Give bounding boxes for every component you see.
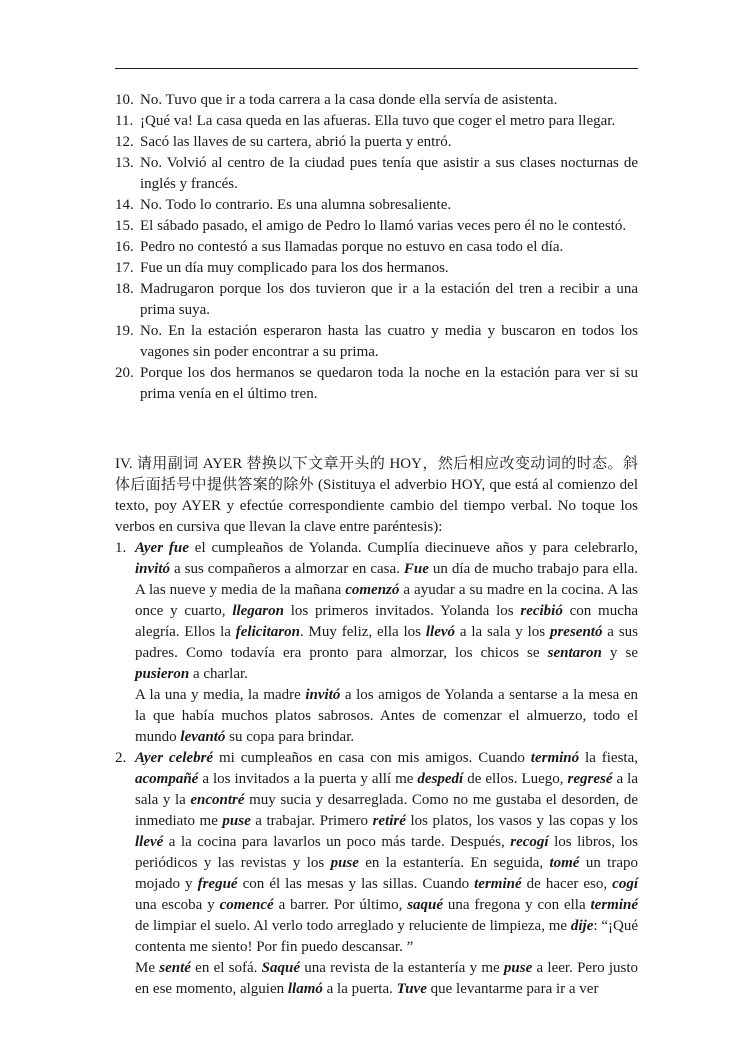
item-number: 11. (115, 113, 134, 129)
text-run: una fregona y con ella (443, 897, 591, 913)
text-run: a charlar. (189, 666, 248, 682)
verb-highlight: despedí (417, 771, 464, 787)
text-run: a la cocina para lavarlos un poco más tarde. Después, (163, 834, 511, 850)
verb-highlight: llevé (135, 834, 164, 850)
verb-highlight: encontré (190, 792, 245, 808)
item-number: 20. (115, 365, 134, 381)
item-number: 19. (115, 323, 134, 339)
item-text: Sacó las llaves de su cartera, abrió la puerta y entró. (140, 134, 452, 150)
item-text: No. Volvió al centro de la ciudad pues tenía que asistir a sus clases nocturnas de inglés y francés. (140, 155, 638, 192)
section-heading (115, 454, 638, 538)
text-run: a sus padres. Como todavía era pronto para almorzar, los chicos se (135, 624, 638, 661)
exercise-item (115, 538, 638, 748)
item-text: Fue un día muy complicado para los dos hermanos. (140, 260, 449, 276)
item-number: 13. (115, 155, 134, 171)
verb-highlight: puse (503, 960, 533, 976)
verb-highlight: pusieron (135, 666, 190, 682)
text-run: una revista de la estantería y me (300, 960, 504, 976)
top-rule (115, 68, 638, 69)
list-item (115, 237, 638, 258)
item-number: 10. (115, 92, 134, 108)
text-run: mi cumpleaños en casa con mis amigos. Cuando (213, 750, 531, 766)
verb-highlight: sentaron (547, 645, 602, 661)
item-text: Madrugaron porque los dos tuvieron que ir a la estación del tren a recibir a una prima suya. (140, 281, 638, 318)
item-text: Porque los dos hermanos se quedaron toda la noche en la estación para ver si su prima venía en el último tren. (140, 365, 638, 402)
text-run: la fiesta, (579, 750, 638, 766)
item-text: El sábado pasado, el amigo de Pedro lo llamó varias veces pero él no le contestó. (140, 218, 627, 234)
verb-highlight: Saqué (261, 960, 300, 976)
text-run: los libros, los periódicos y las revistas y los (135, 834, 638, 871)
text-run: un día de mucho trabajo para ella. A las nueve y media de la mañana (135, 561, 638, 598)
exercise-paragraph (135, 685, 638, 748)
text-run: a ayudar a su madre en la cocina. A las once y cuarto, (135, 582, 638, 619)
verb-highlight: llegaron (232, 603, 284, 619)
verb-highlight: recibió (520, 603, 563, 619)
list-item (115, 279, 638, 321)
verb-highlight: retiré (372, 813, 406, 829)
verb-highlight: Ayer celebré (135, 750, 214, 766)
verb-highlight: tomé (549, 855, 580, 871)
answer-list (115, 90, 638, 405)
instruction-chinese: 请用副词 AYER 替换以下文章开头的 HOY，然后相应改变动词的时态。斜体后面括号中提供答案的除外 (115, 456, 638, 493)
verb-highlight: dije (570, 918, 594, 934)
exercise-paragraph (135, 748, 638, 958)
list-item (115, 258, 638, 279)
verb-highlight: comenzó (345, 582, 400, 598)
text-run: de ellos. Luego, (463, 771, 568, 787)
exercise-list (115, 538, 638, 1000)
verb-highlight: Tuve (396, 981, 427, 997)
item-number: 14. (115, 197, 134, 213)
verb-highlight: Fue (403, 561, 429, 577)
verb-highlight: levantó (180, 729, 226, 745)
verb-highlight: comencé (219, 897, 274, 913)
list-item (115, 90, 638, 111)
verb-highlight: fregué (197, 876, 238, 892)
verb-highlight: acompañé (135, 771, 199, 787)
text-run: a los invitados a la puerta y allí me (198, 771, 418, 787)
exercise-item (115, 748, 638, 1000)
text-run: su copa para brindar. (225, 729, 355, 745)
list-item (115, 111, 638, 132)
text-run: A la una y media, la madre (135, 687, 306, 703)
text-run: un trapo mojado y (135, 855, 638, 892)
text-run: a barrer. Por último, (273, 897, 408, 913)
verb-highlight: llamó (287, 981, 323, 997)
text-run: a sus compañeros a almorzar en casa. (170, 561, 404, 577)
verb-highlight: saqué (407, 897, 444, 913)
text-run: en la estantería. En seguida, (358, 855, 550, 871)
verb-highlight: terminó (530, 750, 580, 766)
text-run: los primeros invitados. Yolanda los (284, 603, 521, 619)
item-number: 17. (115, 260, 134, 276)
exercise-number: 2. (115, 750, 127, 766)
text-run: con él las mesas y las sillas. Cuando (237, 876, 475, 892)
list-item (115, 216, 638, 237)
verb-highlight: llevó (425, 624, 456, 640)
item-number: 16. (115, 239, 134, 255)
text-run: los platos, los vasos y las copas y los (405, 813, 638, 829)
text-run: de hacer eso, (521, 876, 613, 892)
list-item (115, 321, 638, 363)
list-item (115, 132, 638, 153)
text-run: a la sala y los (455, 624, 550, 640)
text-run: y se (601, 645, 638, 661)
list-item (115, 153, 638, 195)
item-number: 15. (115, 218, 134, 234)
verb-highlight: Ayer fue (135, 540, 189, 556)
verb-highlight: terminé (474, 876, 522, 892)
text-run: con mucha alegría. Ellos la (135, 603, 639, 640)
text-run: muy sucia y desarreglada. Como no me gustaba el desorden, de inmediato me (135, 792, 638, 829)
text-run: el cumpleaños de Yolanda. Cumplía diecinueve años y para celebrarlo, (188, 540, 638, 556)
text-run: a la sala y la (135, 771, 639, 808)
item-text: No. Tuvo que ir a toda carrera a la casa donde ella servía de asistenta. (140, 92, 558, 108)
text-run: Me (135, 960, 160, 976)
text-run: a trabajar. Primero (250, 813, 373, 829)
text-run: a leer. Pero justo en ese momento, alguien (135, 960, 638, 997)
text-run: en el sofá. (190, 960, 262, 976)
list-item (115, 195, 638, 216)
list-item (115, 363, 638, 405)
item-text: ¡Qué va! La casa queda en las afueras. Ella tuvo que coger el metro para llegar. (140, 113, 616, 129)
verb-highlight: felicitaron (235, 624, 300, 640)
verb-highlight: regresé (567, 771, 613, 787)
text-run: que levantarme para ir a ver (426, 981, 599, 997)
exercise-paragraph (135, 958, 638, 1000)
verb-highlight: puse (222, 813, 251, 829)
verb-highlight: invitó (135, 561, 171, 577)
instruction-spanish: (Sistituya el adverbio HOY, que está al comienzo del texto, poy AYER y efectúe correspondiente cambio del tiempo verbal. No toque los verbos en cursiva que llevan la clave entre paréntesis): (115, 477, 638, 535)
item-number: 12. (115, 134, 134, 150)
item-text: Pedro no contestó a sus llamadas porque no estuvo en casa todo el día. (140, 239, 564, 255)
verb-highlight: cogí (612, 876, 638, 892)
verb-highlight: recogí (510, 834, 549, 850)
verb-highlight: puse (330, 855, 359, 871)
exercise-section-iv (115, 454, 638, 1000)
text-run: de limpiar el suelo. Al verlo todo arreglado y reluciente de limpieza, me (135, 918, 571, 934)
verb-highlight: invitó (305, 687, 341, 703)
section-label: IV. (115, 456, 133, 472)
item-number: 18. (115, 281, 134, 297)
verb-highlight: presentó (549, 624, 603, 640)
item-text: No. En la estación esperaron hasta las cuatro y media y buscaron en todos los vagones sin poder encontrar a su prima. (140, 323, 638, 360)
text-run: : “¡Qué contenta me siento! Por fin puedo descansar. ” (135, 918, 638, 955)
text-run: una escoba y (135, 897, 220, 913)
exercise-number: 1. (115, 540, 127, 556)
text-run: a la puerta. (322, 981, 397, 997)
item-text: No. Todo lo contrario. Es una alumna sobresaliente. (140, 197, 452, 213)
verb-highlight: terminé (590, 897, 638, 913)
text-run: a los amigos de Yolanda a sentarse a la mesa en la que había muchos platos sabrosos. Antes de comenzar el almuerzo, todo el mundo (135, 687, 638, 745)
text-run: . Muy feliz, ella los (299, 624, 426, 640)
verb-highlight: senté (159, 960, 191, 976)
exercise-paragraph (135, 538, 638, 685)
